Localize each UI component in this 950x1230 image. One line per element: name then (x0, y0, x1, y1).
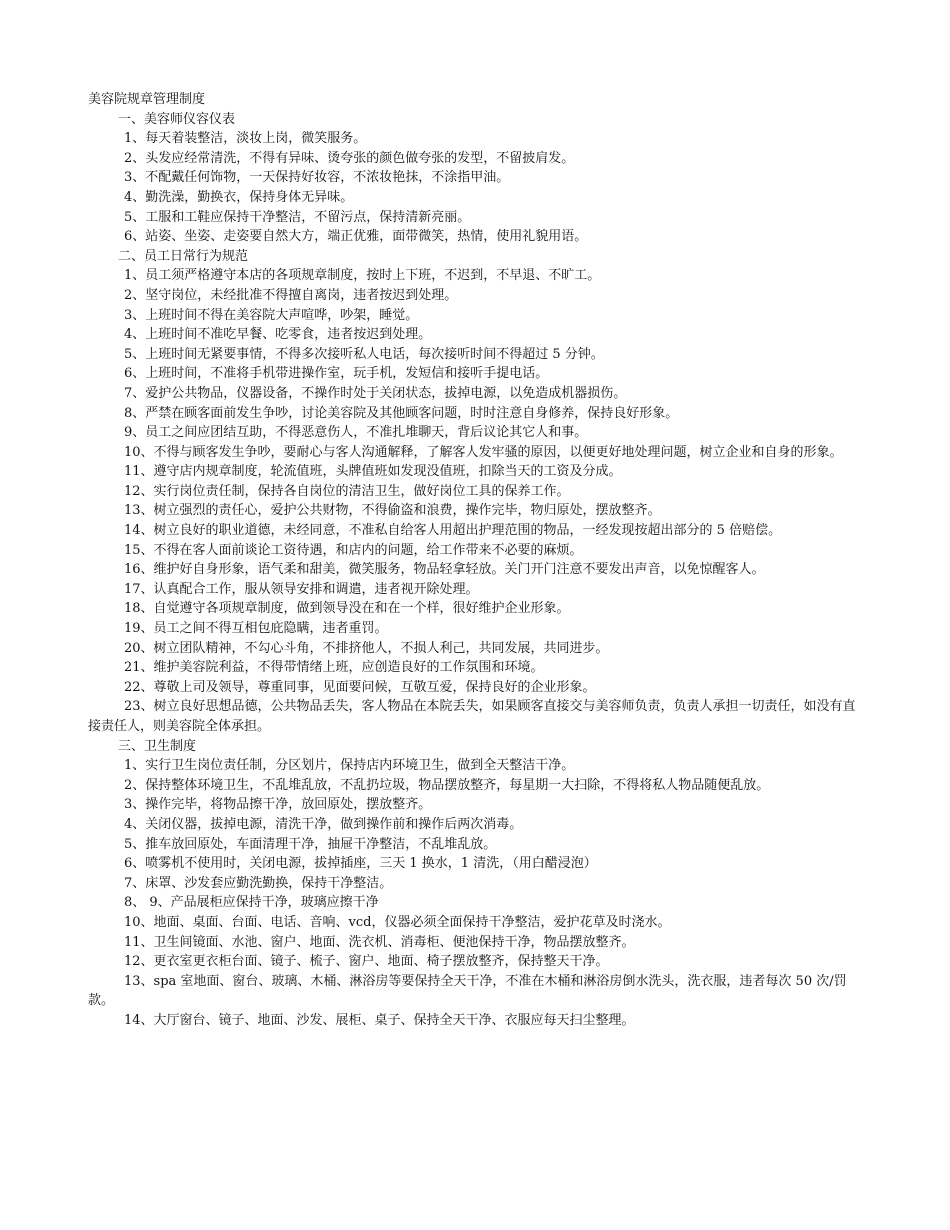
section-heading: 三、卫生制度 (118, 738, 197, 754)
rule-item: 7、爱护公共物品，仪器设备，不操作时处于关闭状态，拔掉电源，以免造成机器损伤。 (124, 385, 627, 401)
rule-item: 8、严禁在顾客面前发生争吵，讨论美容院及其他顾客问题，时时注意自身修养，保持良好形象。 (124, 405, 679, 421)
rule-item: 13、spa 室地面、窗台、玻璃、木桶、淋浴房等要保持全天干净，不准在木桶和淋浴房倒水洗头，洗衣服，违者每次 50 次/罚款。 (88, 973, 847, 1009)
rule-item: 12、更衣室更衣柜台面、镜子、梳子、窗户、地面、椅子摆放整齐，保持整天干净。 (124, 954, 609, 970)
rule-item: 21、维护美容院利益，不得带情绪上班，应创造良好的工作氛围和环境。 (124, 660, 544, 676)
document-body (88, 110, 868, 1031)
rule-item: 14、树立良好的职业道德，未经同意，不准私自给客人用超出护理范围的物品，一经发现按超出部分的 5 倍赔偿。 (124, 523, 782, 539)
rule-item: 5、上班时间无紧要事情，不得多次接听私人电话，每次接听时间不得超过 5 分钟。 (124, 346, 604, 362)
rule-item: 19、员工之间不得互相包庇隐瞒，违者重罚。 (124, 621, 388, 637)
document-page (88, 90, 868, 1031)
rule-item: 3、上班时间不得在美容院大声喧哗，吵架，睡觉。 (124, 307, 419, 323)
rule-item: 3、不配戴任何饰物，一天保持好妆容，不浓妆艳抹，不涂指甲油。 (124, 170, 510, 186)
rule-item: 4、关闭仪器，拔掉电源，清洗干净，做到操作前和操作后两次消毒。 (124, 816, 523, 832)
rule-item: 2、头发应经常清洗，不得有异味、烫夸张的颜色做夸张的发型，不留披肩发。 (124, 150, 575, 166)
rule-item: 2、保持整体环境卫生，不乱堆乱放，不乱扔垃圾，物品摆放整齐，每星期一大扫除，不得将私人物品随便乱放。 (124, 777, 770, 793)
rule-item: 5、工服和工鞋应保持干净整洁，不留污点，保持清新亮丽。 (124, 209, 471, 225)
rule-item: 18、自觉遵守各项规章制度，做到领导没在和在一个样，很好维护企业形象。 (124, 601, 570, 617)
rule-item: 4、上班时间不准吃早餐、吃零食，违者按迟到处理。 (124, 327, 432, 343)
rule-item: 14、大厅窗台、镜子、地面、沙发、展柜、桌子、保持全天干净、衣服应每天扫尘整理。 (124, 1012, 635, 1028)
rule-item: 6、上班时间，不准将手机带进操作室，玩手机，发短信和接听手提电话。 (124, 366, 549, 382)
rule-item: 22、尊敬上司及领导，尊重同事，见面要问候，互敬互爱，保持良好的企业形象。 (124, 679, 596, 695)
rule-item: 7、床罩、沙发套应勤洗勤换，保持干净整洁。 (124, 875, 393, 891)
rule-item: 12、实行岗位责任制，保持各自岗位的清洁卫生，做好岗位工具的保养工作。 (124, 483, 570, 499)
section-heading: 一、美容师仪容仪表 (118, 111, 236, 127)
rule-item: 15、不得在客人面前谈论工资待遇，和店内的问题，给工作带来不必要的麻烦。 (124, 542, 583, 558)
rule-item: 5、推车放回原处，车面清理干净，抽屉干净整洁，不乱堆乱放。 (124, 836, 497, 852)
rule-item: 10、不得与顾客发生争吵，要耐心与客人沟通解释，了解客人发牢骚的原因，以便更好地处理问题，树立企业和自身的形象。 (124, 444, 843, 460)
document-title: 美容院规章管理制度 (88, 92, 206, 107)
rule-item: 1、实行卫生岗位责任制，分区划片，保持店内环境卫生，做到全天整洁干净。 (124, 758, 575, 774)
rule-item: 1、每天着装整洁，淡妆上岗，微笑服务。 (124, 131, 367, 147)
rule-item: 11、遵守店内规章制度，轮流值班，头牌值班如发现没值班，扣除当天的工资及分成。 (124, 464, 622, 480)
rule-item: 4、勤洗澡，勤换衣，保持身体无异味。 (124, 189, 354, 205)
rule-item: 6、喷雾机不使用时，关闭电源，拔掉插座，三天 1 换水，1 清洗，（用白醋浸泡） (124, 856, 597, 872)
rule-item: 8、 9、产品展柜应保持干净，玻璃应擦干净 (124, 895, 379, 911)
rule-item: 3、操作完毕，将物品擦干净，放回原处，摆放整齐。 (124, 797, 432, 813)
rule-item: 11、卫生间镜面、水池、窗户、地面、洗衣机、消毒柜、便池保持干净，物品摆放整齐。 (124, 934, 635, 950)
section-heading: 二、员工日常行为规范 (118, 248, 249, 264)
rule-item: 13、树立强烈的责任心，爱护公共财物，不得偷盗和浪费，操作完毕，物归原处，摆放整齐。 (124, 503, 661, 519)
rule-item: 10、地面、桌面、台面、电话、音响、vcd，仪器必须全面保持干净整洁，爱护花草及时浇水。 (124, 914, 671, 930)
rule-item: 9、员工之间应团结互助，不得恶意伤人，不准扎堆聊天，背后议论其它人和事。 (124, 425, 588, 441)
rule-item: 2、坚守岗位，未经批准不得擅自离岗，违者按迟到处理。 (124, 287, 458, 303)
rule-item: 20、树立团队精神，不勾心斗角，不排挤他人，不损人利己，共同发展，共同进步。 (124, 640, 609, 656)
rule-item: 6、站姿、坐姿、走姿要自然大方，端正优雅，面带微笑，热情，使用礼貌用语。 (124, 229, 588, 245)
rule-item: 1、员工须严格遵守本店的各项规章制度，按时上下班，不迟到，不早退、不旷工。 (124, 268, 601, 284)
rule-item: 23、树立良好思想品德，公共物品丢失，客人物品在本院丢失，如果顾客直接交与美容师负责，负责人承担一切责任，如没有直接责任人，则美容院全体承担。 (88, 699, 856, 734)
rule-item: 16、维护好自身形象，语气柔和甜美，微笑服务，物品轻拿轻放。关门开门注意不要发出声音，以免惊醒客人。 (124, 562, 765, 578)
rule-item: 17、认真配合工作，服从领导安排和调遣，违者视开除处理。 (124, 581, 479, 597)
